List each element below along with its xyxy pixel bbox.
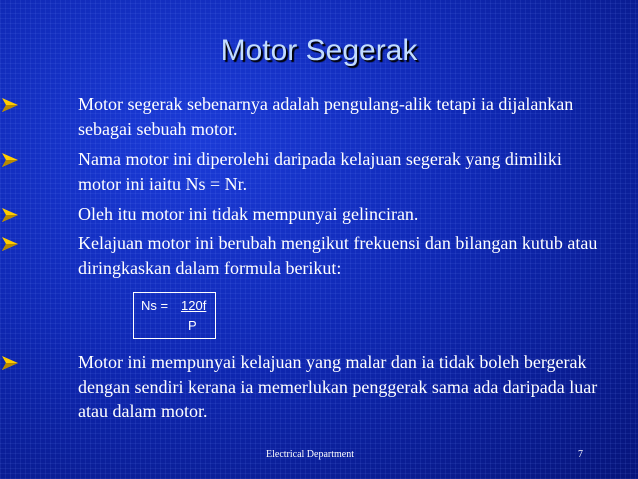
arrow-bullet-icon — [2, 356, 18, 370]
arrow-bullet-icon — [2, 98, 18, 112]
arrow-bullet-icon — [2, 208, 18, 222]
formula-lhs: Ns = — [141, 298, 169, 313]
formula-denominator: P — [188, 318, 197, 333]
formula-numerator: 120f — [181, 298, 207, 313]
slide-title: Motor Segerak — [220, 34, 418, 67]
page-number: 7 — [578, 449, 583, 460]
arrow-bullet-icon — [2, 237, 18, 251]
formula-box — [133, 292, 216, 339]
bullet-text: Oleh itu motor ini tidak mempunyai gelinciran. — [78, 204, 419, 224]
footer-department: Electrical Department — [266, 449, 355, 460]
bullet-text: Motor ini mempunyai kelajuan yang malar dan ia tidak boleh bergerak dengan sendiri kerana ia memerlukan penggerak sama ada daripada luar atau dalam motor. — [78, 352, 598, 421]
bullet-text: Kelajuan motor ini berubah mengikut frekuensi dan bilangan kutub atau diringkaskan dalam formula berikut: — [78, 233, 598, 278]
bullet-text: Nama motor ini diperolehi daripada kelajuan segerak yang dimiliki motor ini iaitu Ns = Nr. — [78, 149, 562, 194]
arrow-bullet-icon — [2, 153, 18, 167]
bullet-text: Motor segerak sebenarnya adalah pengulang-alik tetapi ia dijalankan sebagai sebuah motor. — [78, 94, 574, 139]
